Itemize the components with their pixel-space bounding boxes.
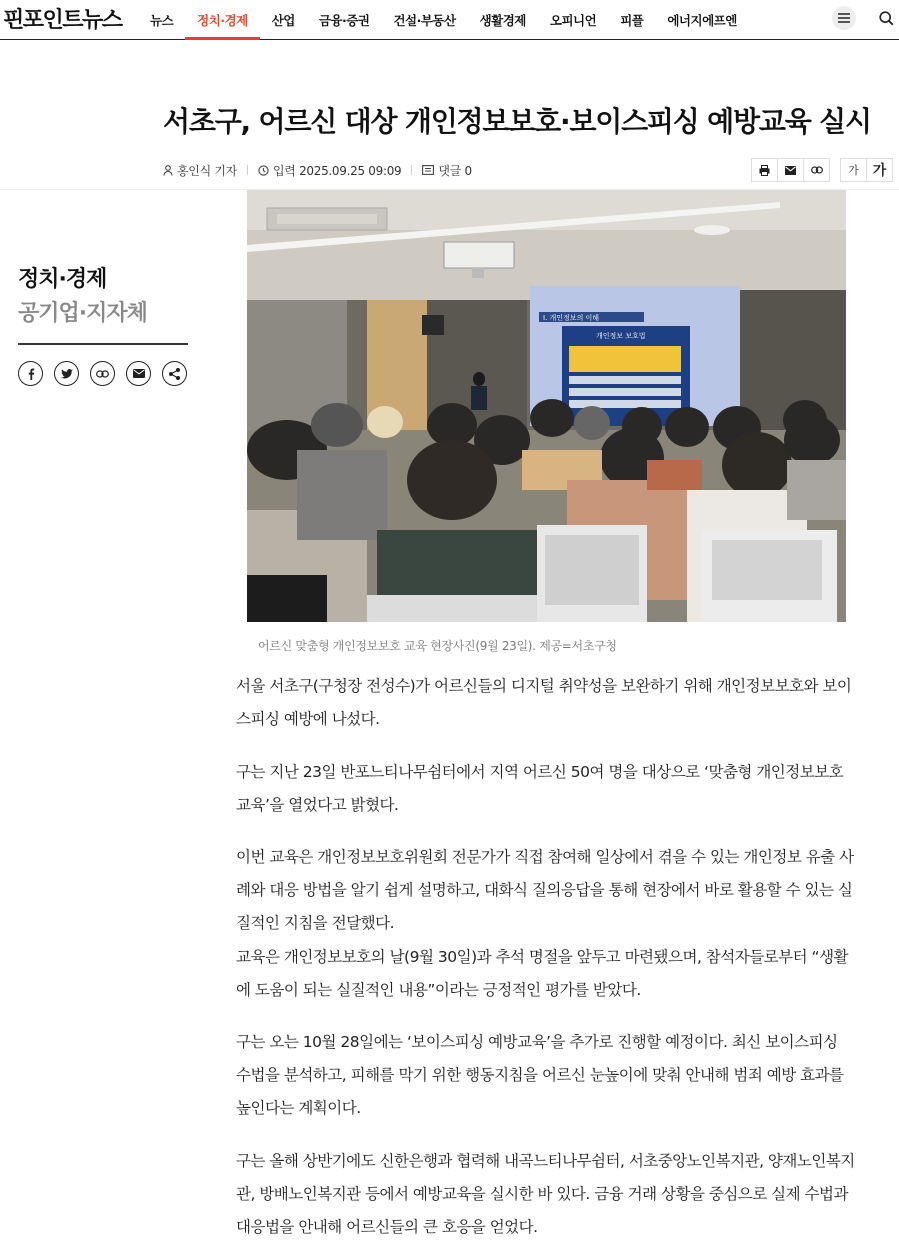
- article-paragraph: 구는 올해 상반기에도 신한은행과 협력해 내곡느티나무쉼터, 서초중앙노인복지관, 양재노인복지관, 방배노인복지관 등에서 예방교육을 실시한 바 있다. 금융 거래 상황을 중심으로 실제 수법과 대응법을 안내해 어르신들의 큰 호응을 얻었다.: [236, 1152, 855, 1236]
- nav-item-opinion[interactable]: 오피니언: [549, 12, 597, 28]
- nav-item-industry[interactable]: 산업: [271, 12, 295, 28]
- article-paragraph: 서울 서초구(구청장 전성수)가 어르신들의 디지털 취약성을 보완하기 위해 개인정보보호와 보이스피싱 예방에 나섰다.: [236, 677, 852, 728]
- nav-item-finance[interactable]: 금융·증권: [318, 12, 370, 28]
- share-icon: [169, 368, 180, 380]
- article-meta: [163, 161, 472, 179]
- search-icon: [879, 11, 894, 26]
- nav-item-real-estate[interactable]: 건설·부동산: [393, 12, 456, 28]
- twitter-icon: [61, 369, 73, 379]
- article-tools: [751, 158, 893, 182]
- photo-caption: 어르신 맞춤형 개인정보보호 교육 현장사진(9월 23일). 제공=서초구청: [258, 639, 617, 653]
- subsection-title[interactable]: 공기업·지자체: [18, 301, 147, 326]
- article-paragraph: 이번 교육은 개인정보보호위원회 전문가가 직접 참여해 일상에서 겪을 수 있는 개인정보 유출 사례와 대응 방법을 알기 쉽게 설명하고, 대화식 질의응답을 통해 현장에서 바로 활용할 수 있는 실질적인 지침을 전달했다.: [236, 848, 854, 932]
- share-link-button[interactable]: [90, 361, 115, 386]
- section-title[interactable]: 정치·경제: [18, 267, 107, 292]
- copy-link-button[interactable]: [803, 158, 830, 182]
- article-headline: 서초구, 어르신 대상 개인정보보호·보이스피싱 예방교육 실시: [163, 105, 871, 138]
- facebook-icon: [27, 368, 35, 380]
- nav-item-news[interactable]: 뉴스: [150, 12, 174, 28]
- meta-divider: [247, 165, 248, 175]
- article-paragraph: 교육은 개인정보보호의 날(9월 30일)과 추석 명절을 앞두고 마련됐으며, 참석자들로부터 “생활에 도움이 되는 실질적인 내용”이라는 긍정적인 평가를 받았다.: [236, 948, 849, 999]
- author-name[interactable]: 홍인식 기자: [177, 163, 237, 178]
- share-buttons: [18, 361, 198, 386]
- share-twitter-button[interactable]: [54, 361, 79, 386]
- nav-item-living-economy[interactable]: 생활경제: [479, 12, 526, 28]
- link-icon: [96, 370, 109, 378]
- share-more-button[interactable]: [162, 361, 187, 386]
- article-paragraph: 구는 지난 23일 반포느티나무쉼터에서 지역 어르신 50여 명을 대상으로 ‘맞춤형 개인정보보호 교육’을 열었다고 밝혔다.: [236, 763, 844, 814]
- font-increase-button[interactable]: 가: [866, 158, 893, 182]
- site-logo[interactable]: 핀포인트뉴스: [3, 8, 122, 33]
- article-paragraph: 구는 오는 10월 28일에는 ‘보이스피싱 예방교육’을 추가로 진행할 예정이다. 최신 보이스피싱 수법을 분석하고, 피해를 막기 위한 행동지침을 어르신 눈높이에 맞춰 안내해 범죄 예방 효과를 높인다는 계획이다.: [236, 1033, 844, 1117]
- nav-item-energy-fn[interactable]: 에너지에프엔: [667, 12, 737, 28]
- share-email-button[interactable]: [126, 361, 151, 386]
- share-facebook-button[interactable]: [18, 361, 43, 386]
- font-decrease-button[interactable]: 가: [840, 158, 867, 182]
- email-button[interactable]: [777, 158, 804, 182]
- search-button[interactable]: [876, 8, 896, 28]
- sidebar-divider: [18, 343, 188, 345]
- hamburger-icon: [838, 13, 850, 23]
- nav-item-politics-economy[interactable]: 정치·경제: [185, 0, 260, 40]
- mail-icon: [785, 166, 796, 175]
- meta-divider: [411, 165, 412, 175]
- slide-heading: I. 개인정보의 이해: [543, 314, 600, 322]
- comment-icon: [422, 165, 434, 175]
- print-button[interactable]: [751, 158, 778, 182]
- user-icon: [163, 165, 173, 176]
- lecture-photo-illustration: [247, 190, 846, 622]
- mail-icon: [133, 369, 145, 378]
- comment-count[interactable]: 댓글 0: [438, 163, 472, 178]
- global-header: [0, 0, 899, 40]
- main-nav: [138, 0, 749, 39]
- slide-title: 개인정보 보호법: [596, 332, 646, 340]
- publish-date: 입력 2025.09.25 09:09: [272, 163, 402, 178]
- nav-item-people[interactable]: 피플: [620, 12, 644, 28]
- link-icon: [811, 166, 823, 174]
- clock-icon: [258, 165, 269, 176]
- menu-button[interactable]: [832, 6, 856, 30]
- font-size-controls: [840, 158, 893, 182]
- print-icon: [759, 165, 770, 176]
- article-photo[interactable]: [247, 190, 846, 622]
